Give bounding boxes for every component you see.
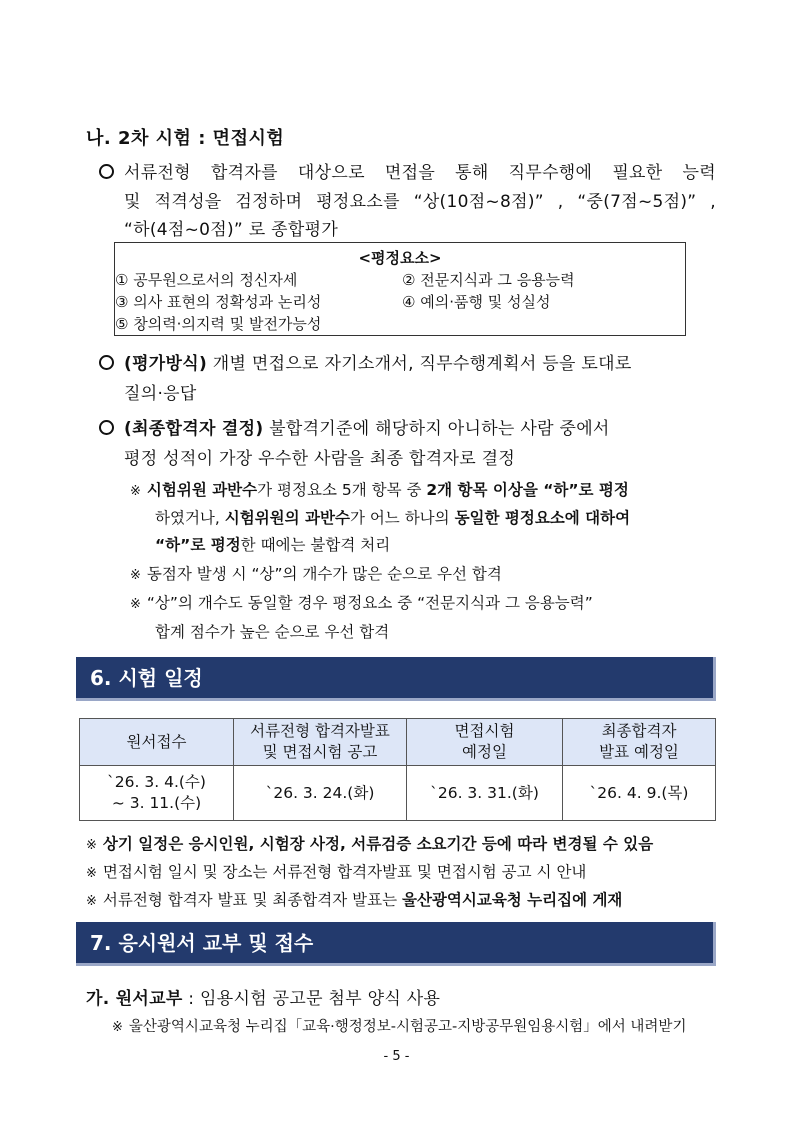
header-line: 발표 예정일 [599,743,679,761]
note-text: 면접시험 일시 및 장소는 서류전형 합격자발표 및 면접시험 공고 시 안내 [102,863,587,881]
table-cell [80,766,234,821]
factor-item: ② 전문지식과 그 응용능력 [402,271,575,289]
schedule-note-2 [86,860,586,882]
note-bold: 동일한 평정요소에 대하여 [454,509,631,527]
cell-line: `26. 3. 4.(수) [107,773,206,791]
note-mark-icon: ※ [112,1020,123,1035]
subheading-text: : 임용시험 공고문 첨부 양식 사용 [182,989,441,1009]
note-text: 한 때에는 불합격 처리 [240,536,391,554]
table-header-cell [80,719,234,766]
section-title-application: 7. 응시원서 교부 및 접수 [76,922,716,966]
note-bold: 울산광역시교육청 누리집에 게재 [401,891,623,909]
note-text: 가 어느 하나의 [349,509,455,527]
note-text: 가 평정요소 5개 항목 중 [257,481,427,499]
note-failure-criteria [130,478,629,500]
note-bold: “하”로 평정 [155,536,241,554]
paragraph-line [124,349,716,374]
cell-line: `26. 4. 9.(목) [589,783,689,802]
paragraph-text: 개별 면접으로 자기소개서, 직무수행계획서 등을 토대로 [207,354,632,374]
note-text: 동점자 발생 시 “상”의 개수가 많은 순으로 우선 합격 [146,565,502,583]
paragraph-line [124,414,716,439]
note-bold: 시험위원의 과반수 [224,509,350,527]
paragraph-line: 질의·응답 [124,384,197,404]
circle-bullet-icon [99,420,114,435]
note-failure-criteria-cont [155,533,390,555]
schedule-table [79,718,716,821]
note-text: “상”의 개수도 동일할 경우 평정요소 중 “전문지식과 그 응용능력” [146,594,593,612]
box-title: <평정요소> [358,249,442,267]
note-mark-icon: ※ [86,838,97,853]
factor-item: ④ 예의·품행 및 성실성 [402,293,551,311]
note-mark-icon: ※ [130,484,141,499]
note-bold: 상기 일정은 응시인원, 시험장 사정, 서류검증 소요기간 등에 따라 변경될 수 있음 [102,835,654,853]
note-tie-rule-2-cont: 합계 점수가 높은 순으로 우선 합격 [155,623,390,641]
paragraph-line: 및 적격성을 검정하며 평정요소를 “상(10점~8점)” , “중(7점~5점)” , [124,192,716,212]
note-text: 서류전형 합격자 발표 및 최종합격자 발표는 [102,891,402,909]
cell-line: ~ 3. 11.(수) [111,794,202,812]
table-cell [563,766,716,821]
table-cell [407,766,563,821]
schedule-note-3 [86,888,622,910]
factor-item: ⑤ 창의력·의지력 및 발전가능성 [115,315,322,333]
table-header-cell [563,719,716,766]
table-header-row [80,719,716,766]
schedule-note-1 [86,832,653,854]
section-title-schedule: 6. 시험 일정 [76,657,716,701]
note-mark-icon: ※ [86,894,97,909]
final-decision-label: (최종합격자 결정) [124,419,264,439]
note-tie-rule-2 [130,591,593,613]
factor-item: ① 공무원으로서의 정신자세 [115,271,298,289]
paragraph-line: “하(4점~0점)” 로 종합평가 [124,220,339,240]
header-line: 예정일 [462,743,507,761]
header-line: 원서접수 [126,732,187,751]
subheading-bold: 가. 원서교부 [86,989,183,1009]
table-header-cell [407,719,563,766]
header-line: 및 면접시험 공고 [262,743,378,761]
note-tie-rule [130,562,502,584]
evaluation-factors-box [114,242,686,336]
header-line: 최종합격자 [601,722,677,740]
interview-heading: 나. 2차 시험 : 면접시험 [86,128,285,149]
note-text: 하였거나, [155,509,225,527]
factor-item: ③ 의사 표현의 정확성과 논리성 [115,293,322,311]
note-bold: 2개 항목 이상을 “하”로 평정 [426,481,629,499]
header-line: 서류전형 합격자발표 [250,722,390,740]
evaluation-method-label: (평가방식) [124,354,208,374]
cell-line: `26. 3. 24.(화) [265,783,375,802]
paragraph-line: 서류전형 합격자를 대상으로 면접을 통해 직무수행에 필요한 능력 [124,163,716,183]
table-row [80,766,716,821]
circle-bullet-icon [99,164,114,179]
application-subheading [86,984,440,1009]
table-header-cell [234,719,407,766]
header-line: 면접시험 [454,722,515,740]
page-number: - 5 - [383,1049,410,1064]
cell-line: `26. 3. 31.(화) [430,783,539,802]
application-note [112,1015,686,1036]
paragraph-line: 평정 성적이 가장 우수한 사람을 최종 합격자로 결정 [124,449,516,469]
note-mark-icon: ※ [130,597,141,612]
note-mark-icon: ※ [86,866,97,881]
table-cell [234,766,407,821]
note-mark-icon: ※ [130,568,141,583]
paragraph-text: 불합격기준에 해당하지 아니하는 사람 중에서 [263,419,610,439]
note-failure-criteria-cont [155,506,630,528]
note-bold: 시험위원 과반수 [146,481,258,499]
note-text: 울산광역시교육청 누리집「교육·행정정보-시험공고-지방공무원임용시험」에서 내려받기 [128,1019,687,1035]
circle-bullet-icon [99,355,114,370]
